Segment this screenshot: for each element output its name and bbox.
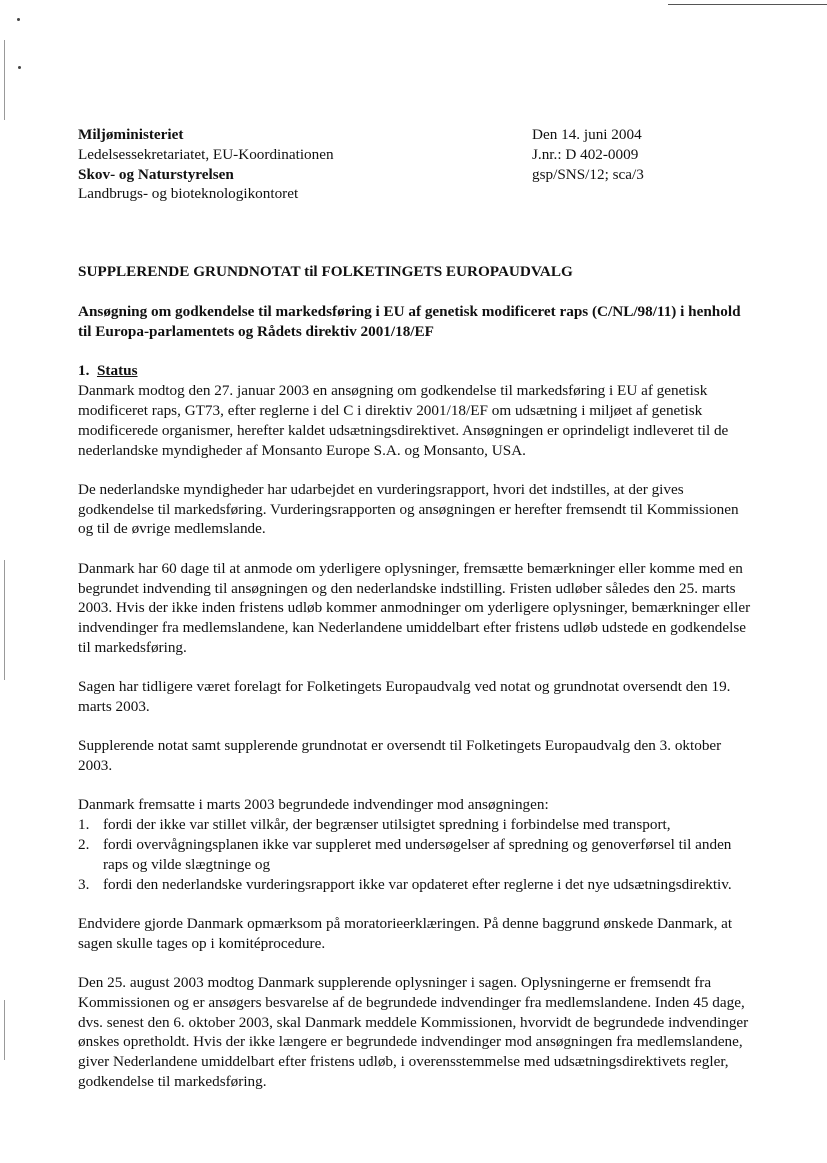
list-number: 3. <box>78 875 90 893</box>
paragraph: Supplerende notat samt supplerende grundnotat er oversendt til Folketingets Europaudvalg den 3. oktober 2003. <box>78 737 722 775</box>
office-name: Landbrugs- og bioteknologikontoret <box>78 185 299 203</box>
scan-edge-line <box>668 4 827 5</box>
paragraph: Sagen har tidligere været forelagt for Folketingets Europaudvalg ved notat og grundnotat oversendt den 19. marts 2003. <box>78 678 731 716</box>
section-number: 1. <box>78 362 90 380</box>
department-name: Ledelsessekretariatet, EU-Koordinationen <box>78 145 334 163</box>
ministry-name: Miljøministeriet <box>78 126 184 143</box>
sender-block <box>78 125 498 204</box>
paragraph: Danmark har 60 dage til at anmode om yderligere oplysninger, fremsætte bemærkninger eller komme med en begrundet indvending til ansøgningen og den nederlandske indstilling. Fristen udløber således den 25. marts 2003. Hvis der ikke inden fristens udløb kommer anmodninger om yderligere oplysninger, bemærkninger eller indvendinger fra medlemslandene, kan Nederlandene umiddelbart efter fristens udløb udstede en godkendelse til markedsføring. <box>78 559 751 656</box>
scan-margin-mark <box>4 560 5 680</box>
scan-margin-mark <box>4 1000 5 1060</box>
paragraph: Den 25. august 2003 modtog Danmark supplerende oplysninger i sagen. Oplysningerne er fremsendt fra Kommissionen og er ansøgers besvarelse af de begrundede indvendinger fra medlemslandene. Inden 45 dage, dvs. senest den 6. oktober 2003, skal Danmark meddele Kommissionen, hvorvidt de begrundede indvendinger ønskes opretholdt. Hvis der ikke længere er begrundede indvendinger mod ansøgningen fra medlemslandene, giver Nederlandene umiddelbart efter fristens udløb, i overensstemmelse med udsætningsdirektivets regler, godkendelse til markedsføring. <box>78 974 749 1090</box>
document-subject: Ansøgning om godkendelse til markedsføring i EU af genetisk modificeret raps (C/NL/98/11) i henhold til Europa-parlamentets og Rådets direktiv 2001/18/EF <box>78 302 741 340</box>
paragraph: Endvidere gjorde Danmark opmærksom på moratorieerklæringen. På denne baggrund ønskede Danmark, at sagen skulle tages op i komitéprocedure. <box>78 914 733 952</box>
list-item <box>78 875 753 895</box>
list-text: fordi den nederlandske vurderingsrapport ikke var opdateret efter reglerne i det nye udsætningsdirektiv. <box>103 875 732 893</box>
list-item <box>78 815 753 835</box>
list-item <box>78 835 753 875</box>
objections-list <box>78 815 753 894</box>
paragraph: Danmark fremsatte i marts 2003 begrundede indvendinger mod ansøgningen: <box>78 796 549 814</box>
scan-dot <box>18 66 21 69</box>
list-text: fordi der ikke var stillet vilkår, der begrænser utilsigtet spredning i forbindelse med transport, <box>103 816 671 834</box>
agency-name: Skov- og Naturstyrelsen <box>78 165 234 183</box>
list-text: fordi overvågningsplanen ikke var suppleret med undersøgelser af spredning og genoverførsel til anden raps og vilde slægtninge og <box>103 836 732 873</box>
list-number: 1. <box>78 816 90 834</box>
reference-code: gsp/SNS/12; sca/3 <box>532 165 644 183</box>
section-heading <box>78 361 753 381</box>
section-title: Status <box>96 362 138 380</box>
scan-margin-mark <box>4 40 5 120</box>
journal-number: J.nr.: D 402-0009 <box>532 145 639 163</box>
document-body <box>78 262 753 1092</box>
document-title: SUPPLERENDE GRUNDNOTAT til FOLKETINGETS EUROPAUDVALG <box>78 263 573 280</box>
document-date: Den 14. juni 2004 <box>532 126 642 143</box>
paragraph: De nederlandske myndigheder har udarbejdet en vurderingsrapport, hvori det indstilles, at der gives godkendelse til markedsføring. Vurderingsrapporten og ansøgningen er herefter fremsendt til Kommissionen og til de øvrige medlemslande. <box>78 480 739 538</box>
reference-block <box>532 125 792 184</box>
list-number: 2. <box>78 836 90 854</box>
scan-dot <box>17 18 20 21</box>
paragraph: Danmark modtog den 27. januar 2003 en ansøgning om godkendelse til markedsføring i EU af genetisk modificeret raps, GT73, efter reglerne i del C i direktiv 2001/18/EF om udsætning i miljøet af genetisk modificerede organismer, herefter kaldet udsætningsdirektivet. Ansøgningen er oprindeligt indleveret til de nederlandske myndigheder af Monsanto Europe S.A. og Monsanto, USA. <box>78 382 729 459</box>
